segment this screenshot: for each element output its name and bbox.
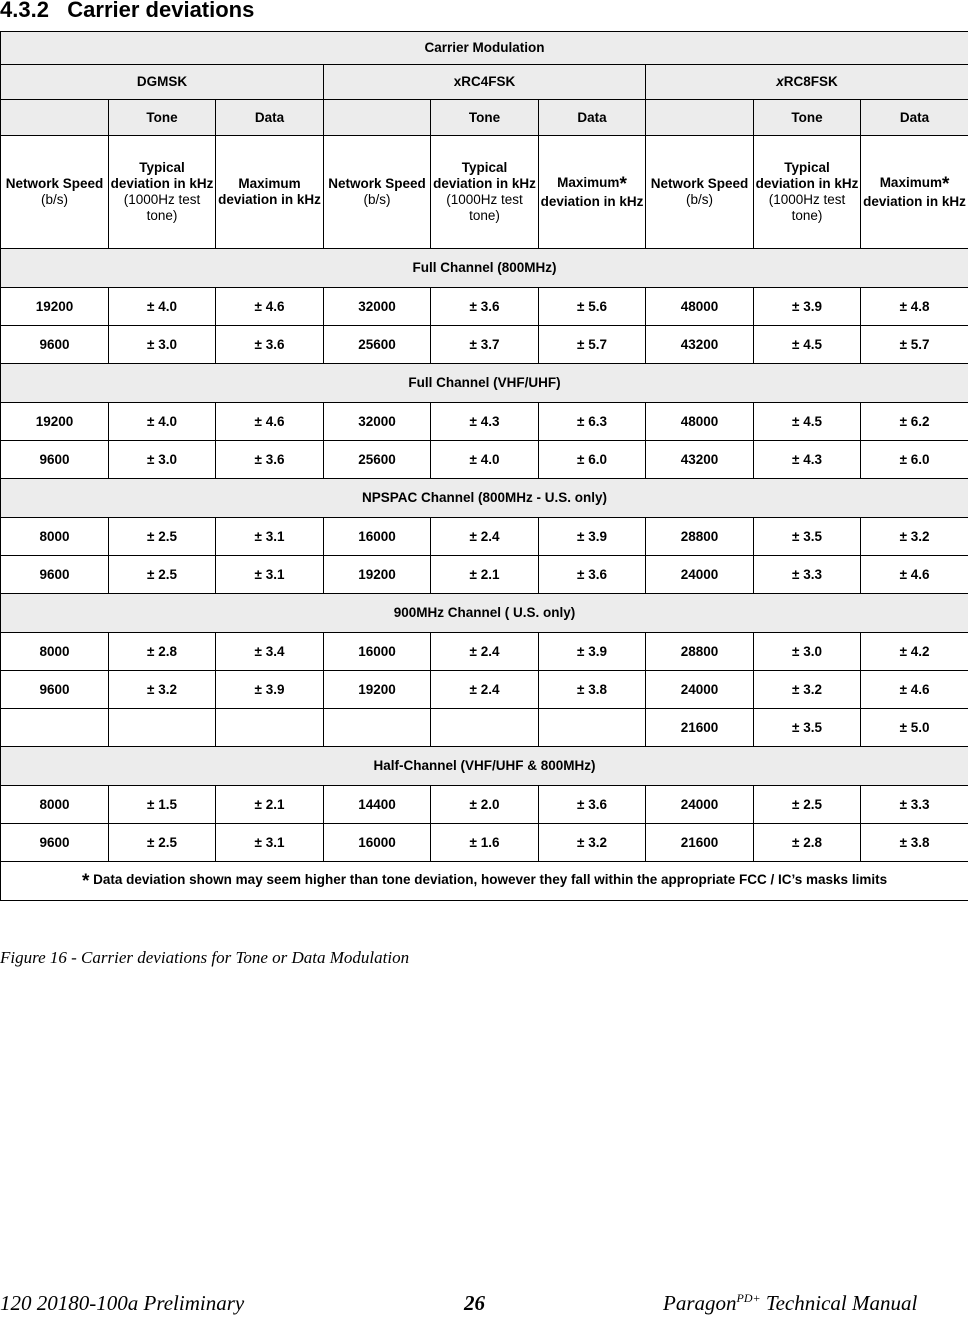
maximum-deviation-header: Maximum* deviation in kHz bbox=[861, 136, 968, 249]
table-cell: 16000 bbox=[324, 824, 431, 862]
table-cell: ± 4.0 bbox=[431, 441, 539, 479]
tone-data-blank-cell bbox=[324, 100, 431, 136]
table-cell: ± 5.7 bbox=[861, 326, 968, 364]
asterisk-mark: * bbox=[619, 173, 627, 195]
table-cell: 9600 bbox=[1, 556, 109, 594]
footer-manual-title: Paragon$^{PD+}$ Technical Manual bbox=[663, 1291, 918, 1315]
table-cell: ± 3.6 bbox=[539, 786, 646, 824]
table-cell: ± 3.6 bbox=[431, 288, 539, 326]
table-row bbox=[1, 633, 968, 671]
table-cell: ± 4.5 bbox=[754, 326, 861, 364]
table-cell: ± 3.2 bbox=[109, 671, 216, 709]
typical-deviation-header: Typical deviation in kHz (1000Hz test tone) bbox=[754, 136, 861, 249]
table-cell: ± 3.9 bbox=[216, 671, 324, 709]
data-label: Data bbox=[216, 100, 324, 136]
table-cell: ± 3.6 bbox=[539, 556, 646, 594]
table-cell bbox=[539, 709, 646, 747]
table-cell: ± 4.3 bbox=[754, 441, 861, 479]
section-title: NPSPAC Channel (800MHz - U.S. only) bbox=[1, 479, 968, 518]
data-label: Data bbox=[539, 100, 646, 136]
table-cell: 43200 bbox=[646, 326, 754, 364]
modulation-xrc8fsk bbox=[646, 65, 968, 100]
table-cell: 16000 bbox=[324, 518, 431, 556]
table-cell: ± 2.1 bbox=[431, 556, 539, 594]
table-cell: ± 3.3 bbox=[861, 786, 968, 824]
table-cell: ± 5.6 bbox=[539, 288, 646, 326]
table-cell: ± 2.4 bbox=[431, 633, 539, 671]
section-title: 900MHz Channel ( U.S. only) bbox=[1, 594, 968, 633]
table-cell: ± 3.9 bbox=[754, 288, 861, 326]
table-row bbox=[1, 709, 968, 747]
data-label: Data bbox=[861, 100, 968, 136]
section-header-row bbox=[1, 594, 968, 633]
table-cell: ± 1.5 bbox=[109, 786, 216, 824]
table-cell: ± 2.0 bbox=[431, 786, 539, 824]
table-row bbox=[1, 824, 968, 862]
table-cell: ± 2.5 bbox=[109, 824, 216, 862]
table-cell: 16000 bbox=[324, 633, 431, 671]
table-cell: ± 3.9 bbox=[539, 518, 646, 556]
table-cell: 28800 bbox=[646, 518, 754, 556]
table-cell: 24000 bbox=[646, 671, 754, 709]
typical-deviation-header: Typical deviation in kHz (1000Hz test tone) bbox=[431, 136, 539, 249]
table-cell: ± 3.9 bbox=[539, 633, 646, 671]
section-header-row bbox=[1, 747, 968, 786]
table-row bbox=[1, 441, 968, 479]
maximum-deviation-header: Maximum* deviation in kHz bbox=[539, 136, 646, 249]
table-cell: 14400 bbox=[324, 786, 431, 824]
carrier-deviation-table bbox=[0, 31, 968, 901]
table-cell: ± 2.8 bbox=[754, 824, 861, 862]
table-cell: ± 3.5 bbox=[754, 709, 861, 747]
table-cell: ± 4.0 bbox=[109, 288, 216, 326]
table-row bbox=[1, 671, 968, 709]
section-number: 4.3.2 bbox=[0, 0, 49, 22]
table-row bbox=[1, 518, 968, 556]
network-speed-header: Network Speed (b/s) bbox=[646, 136, 754, 249]
asterisk-mark: * bbox=[941, 173, 950, 195]
table-cell: 43200 bbox=[646, 441, 754, 479]
tone-label: Tone bbox=[431, 100, 539, 136]
table-cell: 48000 bbox=[646, 288, 754, 326]
table-cell: ± 3.2 bbox=[539, 824, 646, 862]
table-cell: ± 3.8 bbox=[861, 824, 968, 862]
table-cell: 9600 bbox=[1, 326, 109, 364]
table-row bbox=[1, 403, 968, 441]
xrc8-name: RC8FSK bbox=[783, 74, 838, 90]
tone-label: Tone bbox=[109, 100, 216, 136]
table-cell: 24000 bbox=[646, 556, 754, 594]
table-cell: ± 4.6 bbox=[216, 403, 324, 441]
figure-caption: Figure 16 - Carrier deviations for Tone or Data Modulation bbox=[0, 948, 410, 967]
network-speed-header: Network Speed (b/s) bbox=[324, 136, 431, 249]
table-cell: ± 3.2 bbox=[861, 518, 968, 556]
table-cell: ± 6.0 bbox=[861, 441, 968, 479]
table-cell: ± 4.6 bbox=[861, 671, 968, 709]
section-title: Full Channel (800MHz) bbox=[1, 249, 968, 288]
table-cell: ± 3.4 bbox=[216, 633, 324, 671]
table-cell: ± 4.3 bbox=[431, 403, 539, 441]
table-cell: ± 2.4 bbox=[431, 518, 539, 556]
table-cell: ± 6.0 bbox=[539, 441, 646, 479]
section-header-row bbox=[1, 249, 968, 288]
table-cell: ± 1.6 bbox=[431, 824, 539, 862]
table-cell: ± 3.0 bbox=[109, 326, 216, 364]
footer-page-number: 26 bbox=[464, 1291, 485, 1315]
table-cell: 8000 bbox=[1, 518, 109, 556]
table-cell: ± 2.1 bbox=[216, 786, 324, 824]
table-cell: ± 4.6 bbox=[861, 556, 968, 594]
tone-label: Tone bbox=[754, 100, 861, 136]
table-cell: ± 4.5 bbox=[754, 403, 861, 441]
table-cell: 19200 bbox=[1, 403, 109, 441]
table-cell: 9600 bbox=[1, 824, 109, 862]
table-cell: ± 2.5 bbox=[109, 556, 216, 594]
table-cell bbox=[1, 709, 109, 747]
maximum-deviation-header: Maximum deviation in kHz bbox=[216, 136, 324, 249]
table-cell: 8000 bbox=[1, 786, 109, 824]
network-speed-header: Network Speed (b/s) bbox=[1, 136, 109, 249]
footnote-row bbox=[1, 862, 968, 901]
table-cell: ± 4.0 bbox=[109, 403, 216, 441]
table-cell: ± 3.6 bbox=[216, 441, 324, 479]
table-cell: 19200 bbox=[324, 671, 431, 709]
tone-data-blank-cell bbox=[1, 100, 109, 136]
section-title: Carrier deviations bbox=[67, 0, 255, 22]
table-cell: ± 5.7 bbox=[539, 326, 646, 364]
table-cell: ± 3.8 bbox=[539, 671, 646, 709]
section-heading bbox=[0, 0, 254, 23]
table-cell: 8000 bbox=[1, 633, 109, 671]
table-cell: ± 3.2 bbox=[754, 671, 861, 709]
table-row bbox=[1, 786, 968, 824]
table-cell: 25600 bbox=[324, 441, 431, 479]
table-cell: ± 3.6 bbox=[216, 326, 324, 364]
table-cell: 19200 bbox=[1, 288, 109, 326]
table-cell: 32000 bbox=[324, 403, 431, 441]
table-cell: 24000 bbox=[646, 786, 754, 824]
table-cell: 32000 bbox=[324, 288, 431, 326]
table-cell: 9600 bbox=[1, 441, 109, 479]
table-cell: 21600 bbox=[646, 824, 754, 862]
tone-data-blank-cell bbox=[646, 100, 754, 136]
table-cell: ± 4.6 bbox=[216, 288, 324, 326]
table-cell: 25600 bbox=[324, 326, 431, 364]
typical-deviation-header: Typical deviation in kHz (1000Hz test tone) bbox=[109, 136, 216, 249]
table-cell bbox=[109, 709, 216, 747]
table-cell: ± 3.1 bbox=[216, 518, 324, 556]
xrc8-prefix: x bbox=[776, 74, 784, 90]
table-cell bbox=[216, 709, 324, 747]
table-row bbox=[1, 288, 968, 326]
table-cell: ± 2.8 bbox=[109, 633, 216, 671]
footnote-text: Data deviation shown may seem higher than tone deviation, however they fall within the appropriate FCC / IC’s masks limits bbox=[93, 871, 888, 887]
section-header-row bbox=[1, 364, 968, 403]
table-cell: ± 2.4 bbox=[431, 671, 539, 709]
table-cell: ± 3.7 bbox=[431, 326, 539, 364]
table-cell: ± 6.3 bbox=[539, 403, 646, 441]
table-cell: ± 3.0 bbox=[754, 633, 861, 671]
table-cell: ± 2.5 bbox=[109, 518, 216, 556]
section-title: Half-Channel (VHF/UHF & 800MHz) bbox=[1, 747, 968, 786]
footnote bbox=[1, 862, 968, 901]
section-header-row bbox=[1, 479, 968, 518]
table-cell: 21600 bbox=[646, 709, 754, 747]
table-cell bbox=[431, 709, 539, 747]
table-cell: ± 5.0 bbox=[861, 709, 968, 747]
table-cell: ± 3.0 bbox=[109, 441, 216, 479]
table-cell: 48000 bbox=[646, 403, 754, 441]
footer-doc-id: 120 20180-100a Preliminary bbox=[0, 1291, 245, 1315]
modulation-dgmsk: DGMSK bbox=[1, 65, 324, 100]
table-cell: ± 4.2 bbox=[861, 633, 968, 671]
table-cell: ± 3.3 bbox=[754, 556, 861, 594]
table-cell: ± 3.5 bbox=[754, 518, 861, 556]
table-title: Carrier Modulation bbox=[1, 32, 968, 65]
table-row bbox=[1, 326, 968, 364]
table-cell: ± 3.1 bbox=[216, 556, 324, 594]
modulation-xrc4fsk: xRC4FSK bbox=[324, 65, 646, 100]
section-title: Full Channel (VHF/UHF) bbox=[1, 364, 968, 403]
table-cell: ± 6.2 bbox=[861, 403, 968, 441]
table-cell: ± 3.1 bbox=[216, 824, 324, 862]
table-cell: ± 2.5 bbox=[754, 786, 861, 824]
table-cell: ± 4.8 bbox=[861, 288, 968, 326]
table-cell: 28800 bbox=[646, 633, 754, 671]
table-row bbox=[1, 556, 968, 594]
table-cell bbox=[324, 709, 431, 747]
footnote-asterisk: * bbox=[81, 870, 90, 892]
table-cell: 9600 bbox=[1, 671, 109, 709]
table-cell: 19200 bbox=[324, 556, 431, 594]
